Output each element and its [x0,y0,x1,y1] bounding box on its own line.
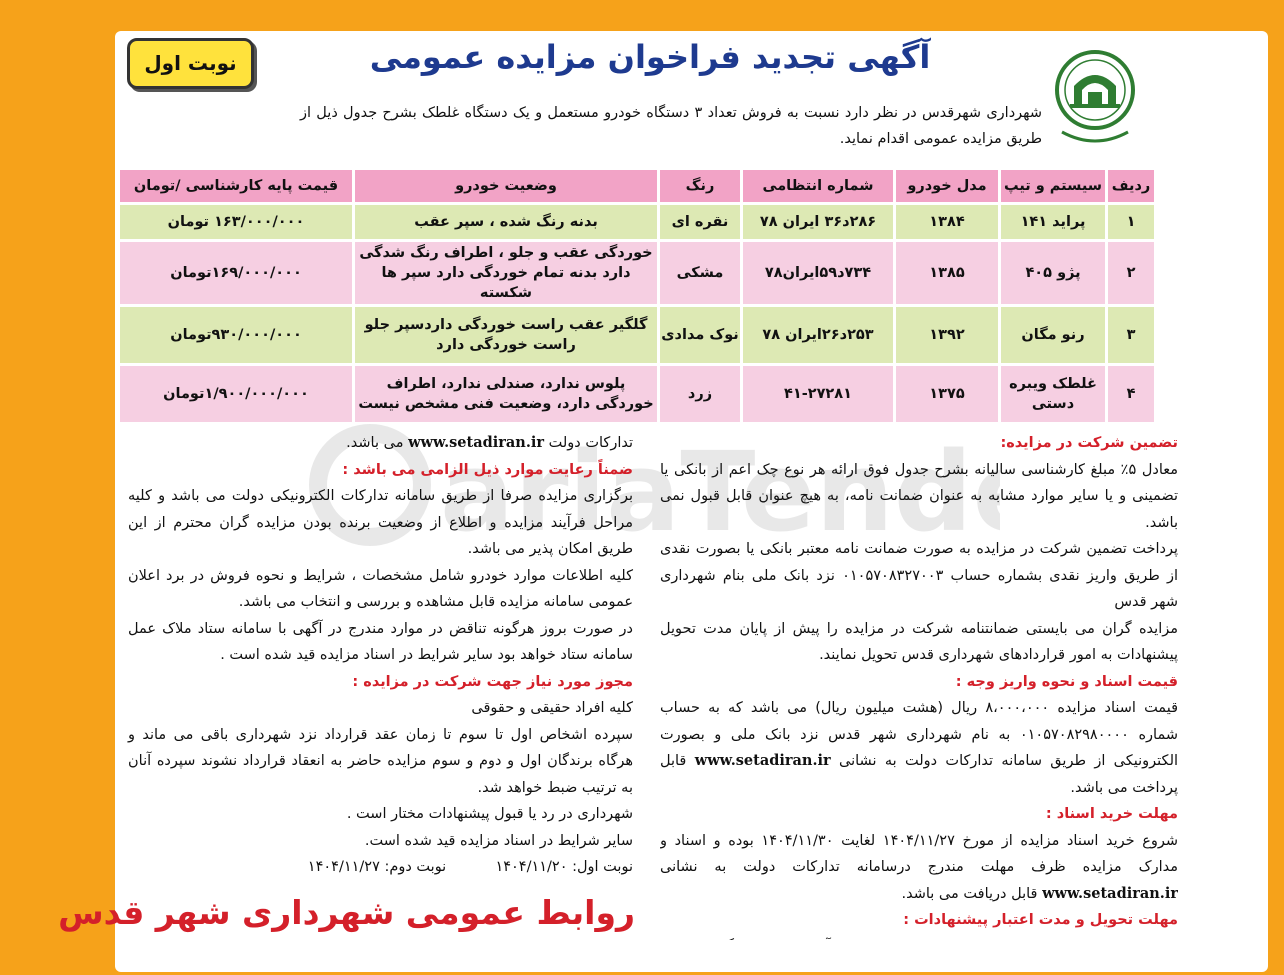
conditions-right-column [660,430,1178,940]
price-paragraph [660,695,1178,801]
cell-condition: خوردگی عقب و جلو ، اطراف رنگ شدگی دارد بدنه تمام خوردگی دارد سپر ها شکسته [355,242,657,304]
municipality-emblem-icon [1052,46,1138,158]
publication-dates [128,854,633,881]
cell-row-number: ۱ [1108,205,1154,239]
heading-permit: مجوز مورد نیاز جهت شرکت در مزایده : [352,673,633,690]
cell-base-price: ۱۶۳/۰۰۰/۰۰۰ تومان [120,205,352,239]
table-row [120,307,1154,363]
round-1-date: نوبت اول: ۱۴۰۴/۱۱/۲۰ [495,859,633,875]
col-header-base-price: قیمت پایه کارشناسی /تومان [120,170,352,202]
col-header-color: رنگ [660,170,740,202]
conditions-left-column [128,430,633,881]
continuation-suffix: می باشد. [346,435,404,451]
ad-title: آگهی تجدید فراخوان مزایده عمومی [369,38,931,76]
table-row [120,205,1154,239]
col-header-plate: شماره انتظامی [743,170,893,202]
intro-paragraph: شهرداری شهرقدس در نظر دارد نسبت به فروش تعداد ۳ دستگاه خودرو مستعمل و یک دستگاه غلطک بشرح جدول ذیل از طریق مزایده عمومی اقدام نماید. [300,105,1042,147]
heading-price: قیمت اسناد و نحوه واریز وجه : [955,673,1178,690]
cell-system-type: پراید ۱۴۱ [1001,205,1105,239]
cell-system-type: پژو ۴۰۵ [1001,242,1105,304]
heading-delivery: مهلت تحویل و مدت اعتبار پیشنهادات : [903,912,1178,928]
deadline-paragraph [660,828,1178,908]
heading-deadline: مهلت خرید اسناد : [1045,806,1178,822]
price-text: قیمت اسناد مزایده ۸،۰۰۰،۰۰۰ ریال (هشت میلیون ریال) می باشد که به حساب شماره ۰۱۰۵۷۰۸۲۹۸۰۰۰۰ به نام شهرداری شهر قدس نزد بانک ملی و بصورت الکترونیکی از طریق سامانه تدارکات دولت به نشانی [660,700,1178,769]
col-header-row-number: ردیف [1108,170,1154,202]
website-link[interactable]: www.setadiran.ir [408,434,545,451]
vehicles-table [117,167,1157,425]
deadline-text: شروع خرید اسناد مزایده از مورخ ۱۴۰۴/۱۱/۲۷ لغایت ۱۴۰۴/۱۱/۳۰ بوده و اسناد و مدارک مزایده ظرف مهلت مندرج درسامانه تدارکات دولت به نشانی [660,832,1178,875]
permit-paragraph-2: سپرده اشخاص اول تا سوم تا زمان عقد قرارداد نزد شهرداری باقی می ماند و هرگاه برندگان اول و دوم و سوم مزایده حاضر به انعقاد قرارداد نشوند سپرده آنان به ترتیب ضبط خواهد شد. [128,726,633,796]
permit-paragraph-4: سایر شرایط در اسناد مزایده قید شده است. [364,832,633,849]
cell-row-number: ۴ [1108,366,1154,422]
municipality-logo [1052,46,1138,158]
cell-base-price: ۱/۹۰۰/۰۰۰/۰۰۰تومان [120,366,352,422]
cell-color: نوک مدادی [660,307,740,363]
cell-model: ۱۳۸۴ [896,205,998,239]
guarantee-paragraph-1: معادل ۵٪ مبلغ کارشناسی سالیانه بشرح جدول فوق ارائه هر نوع چک اعم از بانکی یا تضمینی و یا سایر موارد مشابه به عنوان ضمانت نامه، به هیچ عنوان قابل قبول نمی باشد. [660,461,1178,531]
footer-signature: روابط عمومی شهرداری شهر قدس [58,893,635,932]
cell-condition: گلگیر عقب راست خوردگی داردسپر جلو راست خوردگی دارد [355,307,657,363]
col-header-model: مدل خودرو [896,170,998,202]
round-2-date: نوبت دوم: ۱۴۰۴/۱۱/۲۷ [307,859,447,875]
price-text-end: قابل پرداخت می باشد. [660,753,1178,796]
cell-plate: ۷۳۴د۵۹ایران۷۸ [743,242,893,304]
cell-row-number: ۳ [1108,307,1154,363]
guarantee-paragraph-2: پرداخت تضمین شرکت در مزایده به صورت ضمانت نامه معتبر بانکی یا بصورت نقدی از طریق واریز نقدی بشماره حساب ۰۱۰۵۷۰۸۳۲۷۰۰۳ نزد بانک ملی بنام شهرداری شهر قدس [660,541,1178,610]
continuation-line [128,430,633,457]
cell-model: ۱۳۹۲ [896,307,998,363]
guarantee-paragraph-3: مزایده گران می بایستی ضمانتنامه شرکت در مزایده را پیش از پایان مدت تحویل پیشنهادات به امور قراردادهای شهرداری قدس تحویل نمایند. [660,620,1178,663]
deadline-text-end: قابل دریافت می باشد. [901,885,1038,902]
cell-color: مشکی [660,242,740,304]
col-header-system-type: سیستم و تیپ [1001,170,1105,202]
cell-condition: بدنه رنگ شده ، سپر عقب [355,205,657,239]
website-link[interactable]: www.setadiran.ir [1042,884,1178,902]
table-row [120,366,1154,422]
cell-base-price: ۱۶۹/۰۰۰/۰۰۰تومان [120,242,352,304]
note-paragraph-2: کلیه اطلاعات موارد خودرو شامل مشخصات ، شرایط و نحوه فروش در برد اعلان عمومی سامانه مزایده قابل مشاهده و بررسی و انتخاب می باشد. [128,567,633,610]
table-header-row [120,170,1154,202]
cell-plate: ۴۱-۲۷۲۸۱ [743,366,893,422]
website-link[interactable]: www.setadiran.ir [694,752,831,769]
heading-guarantee: تضمین شرکت در مزایده: [1000,435,1178,451]
cell-model: ۱۳۸۵ [896,242,998,304]
delivery-paragraph [660,934,1178,941]
cell-condition: پلوس ندارد، صندلی ندارد، اطراف خوردگی دارد، وضعیت فنی مشخص نیست [355,366,657,422]
cell-plate: ۲۵۳د۲۶ایران ۷۸ [743,307,893,363]
heading-note: ضمناً رعایت موارد ذیل الزامی می باشد : [342,461,633,478]
cell-system-type: رنو مگان [1001,307,1105,363]
cell-color: زرد [660,366,740,422]
permit-paragraph-1: کلیه افراد حقیقی و حقوقی [471,700,633,716]
cell-color: نقره ای [660,205,740,239]
cell-base-price: ۹۳۰/۰۰۰/۰۰۰تومان [120,307,352,363]
round-badge: نوبت اول [127,38,254,89]
cell-system-type: غلطک ویبره دستی [1001,366,1105,422]
col-header-condition: وضعیت خودرو [355,170,657,202]
note-paragraph-1: برگزاری مزایده صرفا از طریق سامانه تدارکات الکترونیکی دولت می باشد و کلیه مراحل فرآیند مزایده و اطلاع از وضعیت برنده بودن مزایده گران محترم از این طریق امکان پذیر می باشد. [128,488,633,557]
cell-row-number: ۲ [1108,242,1154,304]
cell-plate: ۲۸۶د۳۶ ایران ۷۸ [743,205,893,239]
continuation-prefix: تدارکات دولت [548,435,633,451]
table-row [120,242,1154,304]
permit-paragraph-3: شهرداری در رد یا قبول پیشنهادات مختار است . [346,806,633,822]
note-paragraph-3: در صورت بروز هرگونه تناقض در موارد مندرج در آگهی با سامانه ستاد ملاک عمل سامانه ستاد خواهد بود سایر شرایط در اسناد مزایده قید شده است . [128,620,633,663]
cell-model: ۱۳۷۵ [896,366,998,422]
